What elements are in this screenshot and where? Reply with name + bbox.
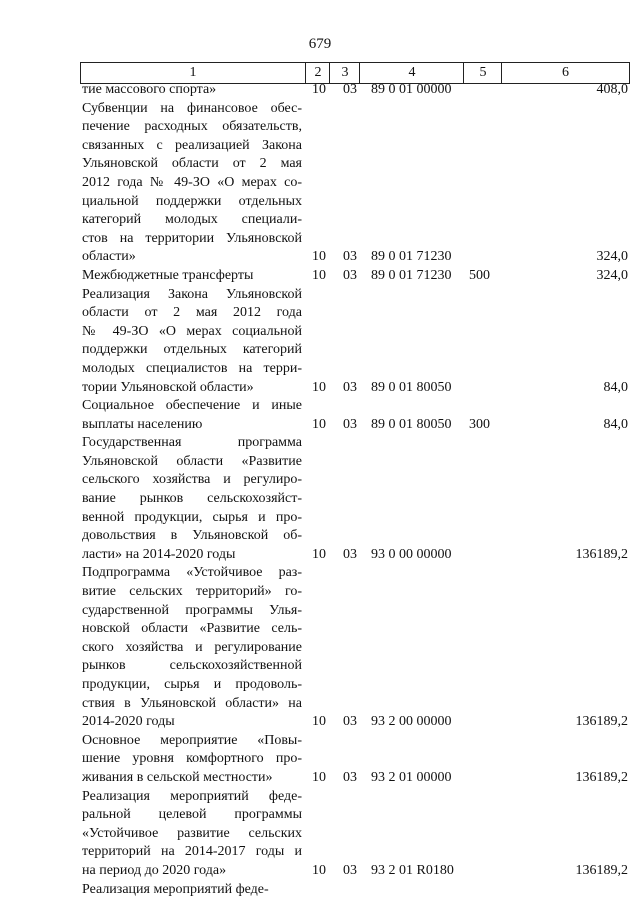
row-description — [82, 732, 302, 788]
header-col-1: 1 — [189, 65, 197, 80]
description-line: продукции, сырья и продоволь- — [82, 677, 302, 692]
row-col-3: 03 — [343, 769, 357, 785]
row-col-4: 89 0 01 71230 — [371, 267, 452, 283]
row-col-4: 93 2 01 00000 — [371, 769, 452, 785]
description-line: Межбюджетные трансферты — [82, 267, 254, 283]
header-col-6: 6 — [501, 63, 629, 83]
description-line: сельского хозяйства и регулиро- — [82, 472, 302, 488]
description-line: № 49-ЗО «О мерах социальной — [82, 323, 302, 339]
description-line: 2012 года № 49-ЗО «О мерах со- — [82, 174, 302, 190]
description-line: циальной поддержки отдельных — [82, 193, 302, 209]
row-col-4: 89 0 01 80050 — [371, 416, 452, 432]
table-row — [82, 564, 628, 731]
row-col-4: 93 2 01 R0180 — [371, 862, 454, 878]
description-line: венной продукции, сырья и про- — [82, 509, 302, 525]
row-description — [82, 286, 302, 398]
description-line: ральной целевой программы — [82, 807, 302, 823]
table-row — [82, 100, 628, 267]
row-col-4: 89 0 01 00000 — [371, 82, 452, 97]
description-line: Ульяновской области «Развитие — [82, 453, 302, 469]
description-line: Реализация мероприятий феде- — [82, 788, 302, 804]
row-col-3: 03 — [343, 379, 357, 395]
description-line: Государственная программа — [82, 435, 302, 451]
row-col-6: 136189,2 — [575, 546, 628, 562]
description-line: витие сельских территорий» го- — [82, 584, 302, 600]
row-description — [82, 434, 302, 564]
description-line: довольствия в Ульяновской об- — [82, 528, 302, 544]
description-line: стов на территории Ульяновской — [82, 230, 302, 246]
row-col-2: 10 — [312, 862, 326, 878]
header-col-5: 5 — [463, 63, 502, 83]
header-col-2: 2 — [305, 63, 330, 83]
row-col-6: 84,0 — [603, 416, 628, 432]
row-col-2: 10 — [312, 546, 326, 562]
table-row — [82, 81, 628, 100]
row-col-2: 10 — [312, 379, 326, 395]
row-description — [82, 100, 302, 267]
row-col-4: 93 2 00 00000 — [371, 714, 452, 730]
description-line: печение расходных обязательств, — [82, 119, 302, 135]
description-line: Реализация мероприятий феде- — [82, 881, 269, 897]
row-col-4: 89 0 01 80050 — [371, 379, 452, 395]
row-col-5: 500 — [469, 267, 490, 283]
description-line: вание рынков сельскохозяйст- — [82, 491, 302, 507]
row-description — [82, 564, 302, 731]
row-col-6: 408,0 — [596, 82, 628, 97]
row-col-3: 03 — [343, 267, 357, 283]
row-col-2: 10 — [312, 714, 326, 730]
row-description — [82, 881, 302, 900]
description-line: шение уровня комфортного про- — [82, 751, 302, 767]
description-line: рынков сельскохозяйственной — [82, 658, 302, 674]
table-row — [82, 286, 628, 398]
description-line: ского хозяйства и регулирование — [82, 639, 302, 655]
row-col-3: 03 — [343, 416, 357, 432]
row-col-2: 10 — [312, 267, 326, 283]
description-line: связанных с реализацией Закона — [82, 137, 302, 153]
row-col-6: 324,0 — [596, 267, 628, 283]
row-col-3: 03 — [343, 546, 357, 562]
description-line: на период до 2020 года» — [82, 862, 227, 878]
table-row — [82, 881, 628, 900]
description-line: Реализация Закона Ульяновской — [82, 286, 302, 302]
description-line: ствия в Ульяновской области» на — [82, 695, 302, 711]
header-col-3: 3 — [329, 63, 360, 83]
description-line: ласти» на 2014-2020 годы — [82, 546, 236, 562]
page-number: 679 — [308, 36, 332, 52]
description-line: молодых специалистов на терри- — [82, 360, 302, 376]
description-line: тие массового спорта» — [82, 82, 217, 97]
row-description — [82, 81, 302, 100]
description-line: живания в сельской местности» — [82, 769, 273, 785]
description-line: новской области «Развитие сель- — [82, 621, 302, 637]
row-col-2: 10 — [312, 416, 326, 432]
description-line: выплаты населению — [82, 416, 203, 432]
table-body — [82, 81, 628, 899]
description-line: Подпрограмма «Устойчивое раз- — [82, 565, 302, 581]
row-description — [82, 267, 302, 286]
row-description — [82, 397, 302, 434]
description-line: территорий на 2014-2017 годы и — [82, 844, 302, 860]
row-col-2: 10 — [312, 249, 326, 265]
table-row — [82, 397, 628, 434]
row-col-4: 89 0 01 71230 — [371, 249, 452, 265]
row-col-6: 136189,2 — [575, 769, 628, 785]
description-line: Основное мероприятие «Повы- — [82, 732, 302, 748]
description-line: «Устойчивое развитие сельских — [82, 825, 302, 841]
row-col-6: 136189,2 — [575, 714, 628, 730]
row-description — [82, 788, 302, 881]
description-line: Ульяновской области от 2 мая — [82, 156, 302, 172]
header-col-4: 4 — [359, 63, 464, 83]
table-row — [82, 788, 628, 881]
row-col-4: 93 0 00 00000 — [371, 546, 452, 562]
row-col-3: 03 — [343, 82, 357, 97]
description-line: сударственной программы Улья- — [82, 602, 302, 618]
row-col-2: 10 — [312, 82, 326, 97]
description-line: категорий молодых специали- — [82, 212, 302, 228]
description-line: 2014-2020 годы — [82, 714, 175, 730]
table-row — [82, 267, 628, 286]
row-col-6: 324,0 — [596, 249, 628, 265]
description-line: Социальное обеспечение и иные — [82, 398, 302, 414]
row-col-6: 136189,2 — [575, 862, 628, 878]
table-row — [82, 434, 628, 564]
row-col-2: 10 — [312, 769, 326, 785]
row-col-5: 300 — [469, 416, 490, 432]
row-col-6: 84,0 — [603, 379, 628, 395]
row-col-3: 03 — [343, 862, 357, 878]
description-line: Субвенции на финансовое обес- — [82, 100, 302, 116]
description-line: области» — [82, 249, 136, 265]
row-col-3: 03 — [343, 714, 357, 730]
description-line: области от 2 мая 2012 года — [82, 305, 302, 321]
table-row — [82, 732, 628, 788]
description-line: тории Ульяновской области» — [82, 379, 254, 395]
description-line: поддержки отдельных категорий — [82, 342, 302, 358]
row-col-3: 03 — [343, 249, 357, 265]
